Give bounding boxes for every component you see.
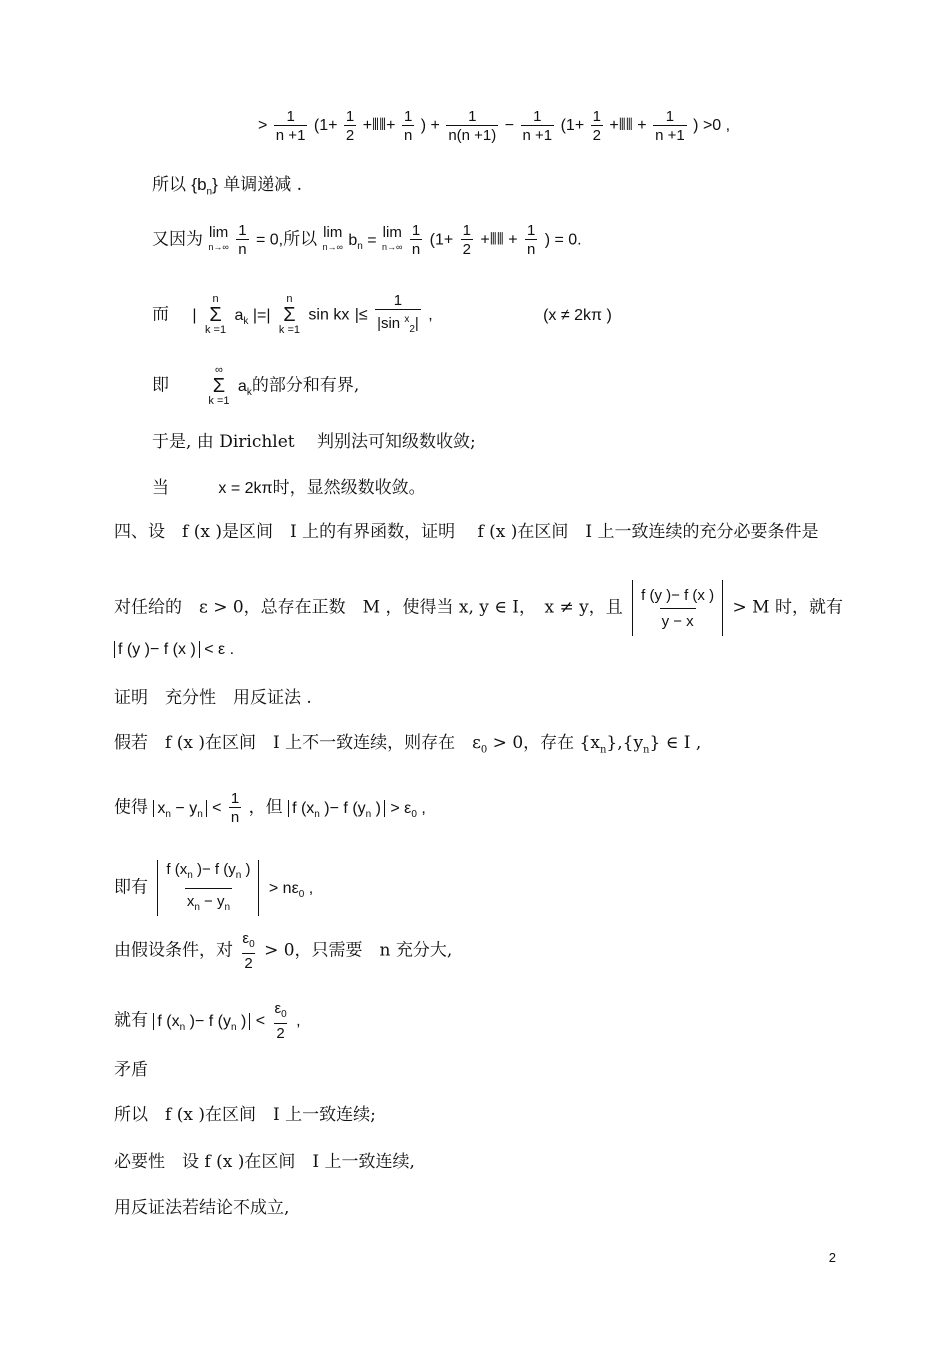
text-line-16: 就有 f ($x_n$ )− f ($y_n$ ) < $\frac{\varepsilon_0}{2}$ , [114,1000,301,1042]
fraction: $\frac{1}{n(n +1)}$ [448,108,497,144]
text-line-13: 使得 $x_n - y_n$ < $\frac{1}{n}$ ，但 f ($x_n$ )− f ($y_n$ ) > $\varepsilon_0$ , [114,790,426,826]
limit: lim n→∞ [208,224,229,252]
text-line-17: 矛盾 [114,1060,148,1080]
text-line-20: 用反证法若结论不成立, [114,1198,290,1218]
fraction: $\frac{1}{n}$ [526,222,536,258]
fraction: $\frac{1}{n}$ [230,790,240,826]
text-line-19: 必要性 设 f (x )在区间 I 上一致连续, [114,1152,415,1172]
fraction: $\frac{1}{n +1}$ [655,108,685,144]
summation: n Σ k =1 [204,293,227,336]
text-line-14: 即有 $\frac{f (x_n )- f (y_n )}{x_n - y_n}$ > $n\varepsilon_0$ , [114,860,313,916]
proof-heading: 证明 充分性 用反证法 . [114,688,312,708]
text-line-2: 所以 $\{b_n\}$ 单调递减 . [152,175,303,198]
fraction: $\frac{1}{n +1}$ [275,108,306,144]
math-text: > [258,117,268,135]
fraction: $\frac{1}{n}$ [238,222,247,258]
text-line-18: 所以 f (x )在区间 I 上一致连续; [114,1105,376,1125]
page-number: 2 [828,1250,836,1265]
text-line-15: 由假设条件，对 $\frac{\varepsilon_0}{2}$ > 0，只需要 n 充分大, [114,930,453,972]
limit: lim n→∞ [322,224,343,252]
fraction: $\frac{1}{|\sin ^x_2|}$ [375,292,421,338]
equation-line-4: 而 | n Σ k =1 $a_k$ |=| n Σ k =1 sin kx |≤ $\frac{1}{|\sin ^x_2|}$ , (x ≠ 2kπ ) [152,292,612,336]
fraction: $\frac{1}{2}$ [592,108,601,144]
fraction: $\frac{\varepsilon_0}{2}$ [242,930,255,972]
equation-line-3: 又因为 lim n→∞ $\frac{1}{n}$ = 0,所以 lim n→∞ $b_n$ = lim n→∞ $\frac{1}{n}$ (1+ $\frac{1}{2}$ +⦀⦀ + $\frac{1}{n}$ ) = 0. [152,222,582,258]
fraction: $\frac{1}{n}$ [403,108,413,144]
fraction: $\frac{\varepsilon_0}{2}$ [274,1000,287,1042]
text-line-5: 即 ∞ Σ k =1 $a_k$的部分和有界, [152,364,360,407]
equation-line-1: > $\frac{1}{n +1}$ (1+ $\frac{1}{2}$ +⦀⦀+ $\frac{1}{n}$ ) + $\frac{1}{n(n +1)}$ − $\frac{1}{n +1}$ (1+ $\frac{1}{2}$ +⦀⦀ + $\frac{1}{n +1}$ ) >0 , [258,108,731,144]
fraction: $\frac{1}{n}$ [411,222,421,258]
limit: lim n→∞ [382,224,403,252]
text-line-12: 假若 f (x )在区间 I 上不一致连续，则存在 $\varepsilon_0 > 0$，存在 $\{x_n\},\{y_n\}$ ∈ I , [114,733,702,756]
text-line-6: 于是, 由 Dirichlet 判别法可知级数收敛; [152,432,476,452]
fraction: $\frac{f (y )- f (x )}{y - x}$ [641,586,715,630]
summation: ∞ Σ k =1 [208,364,230,407]
summation: n Σ k =1 [278,293,301,336]
problem-heading: 四、设 f (x )是区间 I 上的有界函数，证明 f (x )在区间 I 上一致连续的充分必要条件是 [114,522,819,542]
text-line-9: 对任给的 ε > 0，总存在正数 M ，使得当 x, y ∈ I， x ≠ y，且 $\frac{f (y )- f (x )}{y - x}$ > M 时，就有 [114,580,843,636]
fraction: $\frac{1}{2}$ [462,222,471,258]
fraction: $\frac{1}{n +1}$ [522,108,553,144]
fraction: $\frac{1}{2}$ [345,108,355,144]
fraction: $\frac{f (x_n )- f (y_n )}{x_n - y_n}$ [164,861,252,916]
equation-line-10: f (y )− f (x ) < ε . [114,640,234,660]
text-line-7: 当 x = 2kπ时，显然级数收敛。 [152,478,426,498]
